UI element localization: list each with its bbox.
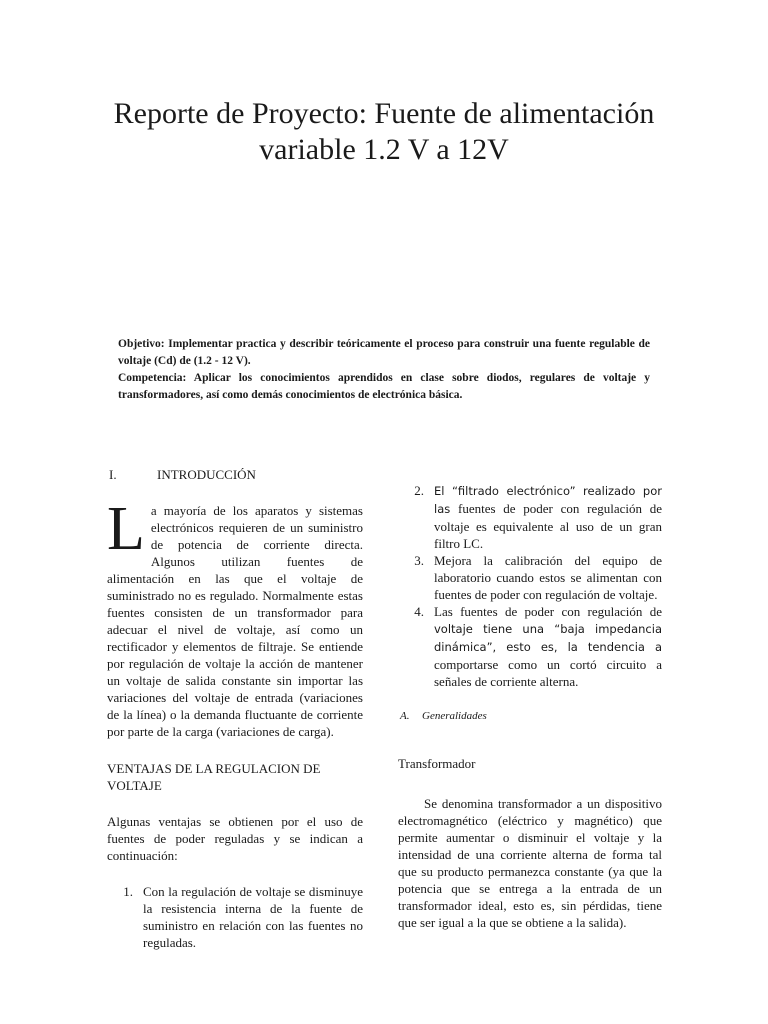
generalidades-letter: A. (400, 710, 410, 722)
list-item-text (434, 603, 662, 690)
list-item-text-serif-end: comportarse como un cortó circuito a señales de corriente alterna. (434, 657, 662, 689)
abstract-block (118, 336, 650, 404)
ventajas-heading (107, 760, 363, 794)
intro-heading (109, 466, 363, 483)
intro-paragraph (107, 495, 363, 740)
ventajas-list-left (107, 883, 363, 951)
paper-title (60, 96, 708, 168)
ventajas-heading-line-2: VOLTAJE (107, 778, 162, 793)
list-item-number: 2. (414, 483, 424, 498)
intro-number: I. (109, 467, 117, 482)
generalidades-heading (398, 708, 662, 725)
right-column (398, 482, 662, 931)
list-item-number: 3. (414, 553, 424, 568)
list-item-text: Con la regulación de voltaje se disminuye la resistencia interna de la fuente de suministro en relación con las fuentes no reguladas. (143, 884, 363, 950)
title-line-1: Reporte de Proyecto: Fuente de alimentación (113, 97, 655, 130)
list-item-text-sans: El “filtrado electrónico” realizado por las (434, 484, 662, 516)
list-item-number: 4. (414, 604, 424, 619)
drop-cap-letter: L (107, 495, 145, 563)
list-item-text-serif: fuentes de poder con regulación de voltaje es equivalente al uso de un gran filtro LC. (434, 501, 663, 551)
list-item-text (434, 482, 662, 552)
ventajas-list-right (398, 482, 662, 690)
list-item (107, 883, 363, 951)
objective-text: Objetivo: Implementar practica y describir teóricamente el proceso para construir una fuente regulable de voltaje (Cd) de (1.2 - 12 V). (118, 338, 650, 367)
ventajas-heading-line-1: VENTAJAS DE LA REGULACION DE (107, 761, 321, 776)
title-line-2: variable 1.2 V a 12V (259, 133, 509, 166)
list-item-text-serif: Las fuentes de poder con regulación de (434, 604, 662, 619)
left-column (107, 466, 363, 951)
intro-text: a mayoría de los aparatos y sistemas electrónicos requieren de un suministro de potencia de corriente directa. Algunos utilizan fuentes de alimentación en las que el voltaje de suministrado no es regulado. Normalmente estas fuentes consisten de un transformador para adecuar el nivel de voltaje, así como un rectificador y elementos de filtraje. Se entiende por regulación de voltaje la acción de mantener un voltaje de salida constante sin importar las variaciones del voltaje de entrada (variaciones de la línea) o la demanda fluctuante de corriente por parte de la carga (variaciones de carga). (107, 503, 363, 739)
list-item-text-sans: voltaje tiene una “baja impedancia dinámica”, esto es, la tendencia a (434, 622, 662, 654)
list-item (398, 552, 662, 603)
intro-heading-text: INTRODUCCIÓN (157, 467, 256, 482)
list-item-number: 1. (123, 884, 133, 899)
transformador-paragraph: Se denomina transformador a un dispositivo electromagnético (eléctrico y magnético) que permite aumentar o disminuir el voltaje y la intensidad de una corriente alterna de forma tal que su producto permanezca constante (ya que la potencia que se entrega a la entrada de un transformador ideal, esto es, sin pérdidas, tiene que ser igual a la que se obtiene a la salida). (398, 796, 662, 930)
list-item (398, 603, 662, 690)
competence-text: Competencia: Aplicar los conocimientos aprendidos en clase sobre diodos, regulares de voltaje y transformadores, así como demás conocimientos de electrónica básica. (118, 372, 650, 401)
ventajas-intro: Algunas ventajas se obtienen por el uso de fuentes de poder reguladas y se indican a continuación: (107, 814, 363, 863)
transformador-heading: Transformador (398, 756, 476, 771)
generalidades-heading-text: Generalidades (422, 710, 487, 722)
list-item-text: Mejora la calibración del equipo de laboratorio cuando estos se alimentan con fuentes de poder con regulación de voltaje. (434, 553, 662, 602)
list-item (398, 482, 662, 552)
